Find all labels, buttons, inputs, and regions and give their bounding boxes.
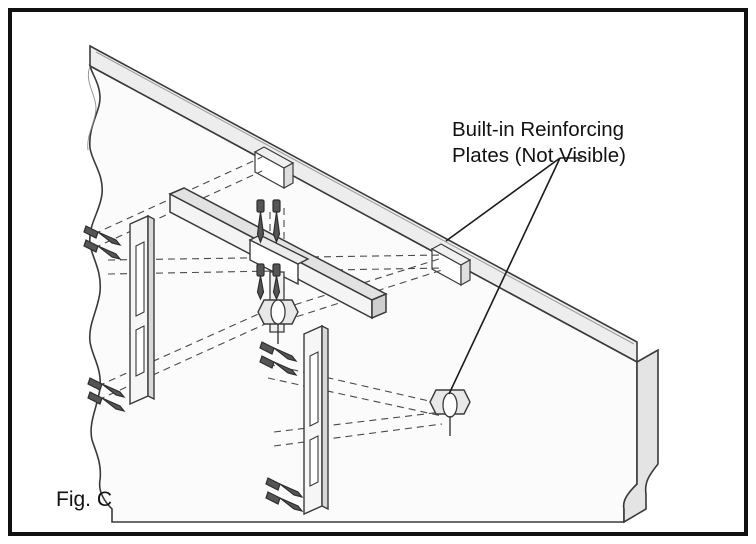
leader-line-to-upper-plate xyxy=(446,158,560,241)
vertical-mounting-plate-right xyxy=(304,326,328,514)
callout-text xyxy=(452,117,702,169)
callout-line-1: Built-in Reinforcing xyxy=(452,118,625,141)
assembly-diagram xyxy=(12,12,744,532)
diagram-canvas xyxy=(12,12,744,532)
figure-caption: Fig. C xyxy=(56,488,113,511)
figure-border xyxy=(8,8,748,536)
vertical-mounting-plate-left xyxy=(130,216,154,404)
callout-line-2: Plates (Not Visible) xyxy=(452,144,626,168)
